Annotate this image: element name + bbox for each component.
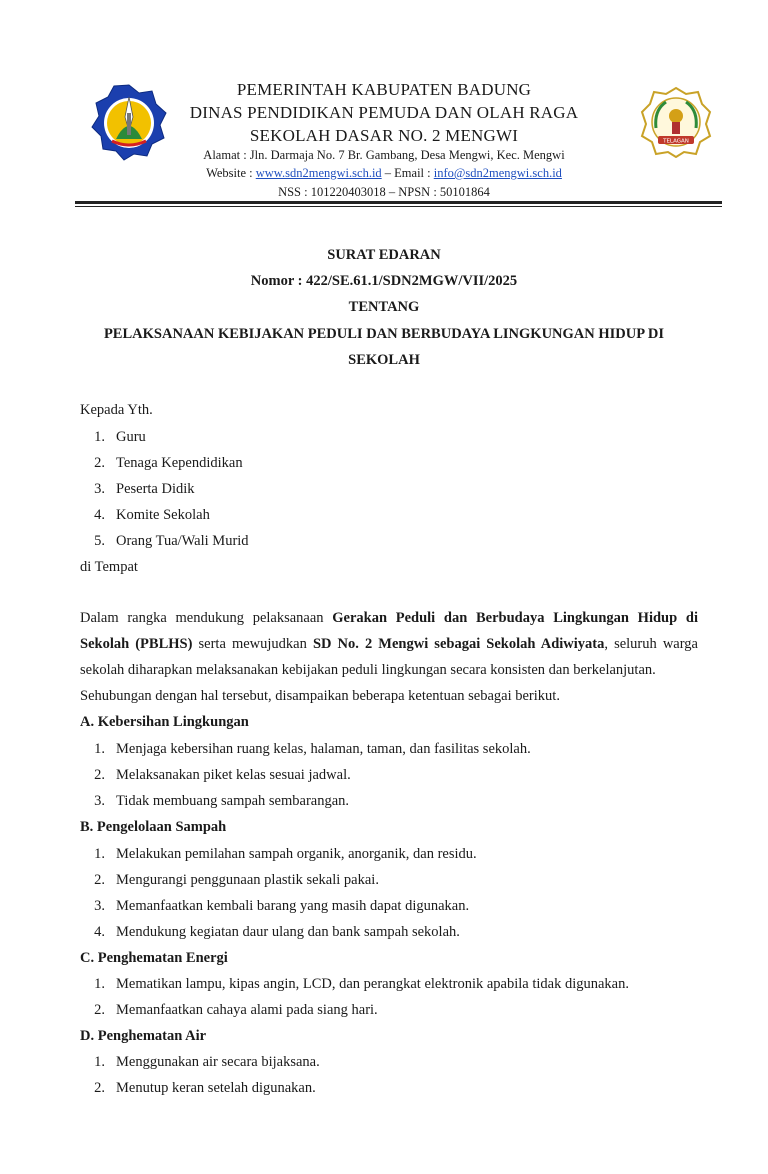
list-number: 2. [94,1080,105,1096]
letterhead-divider-thick [75,201,722,204]
letterhead-divider-thin [75,206,722,207]
kop-line-2: DINAS PENDIDIKAN PEMUDA DAN OLAH RAGA [189,103,579,122]
email-link[interactable]: info@sdn2mengwi.sch.id [433,166,562,180]
list-number: 2. [94,872,105,888]
list-number: 1. [94,429,105,445]
seal-ribbon-text: TELAGAN [663,138,689,145]
title-subject-line-1: PELAKSANAAN KEBIJAKAN PEDULI DAN BERBUDAYA LINGKUNGAN HIDUP DI [103,326,665,342]
list-number: 2. [94,767,105,783]
list-number: 2. [94,1002,105,1018]
website-label: Website : [206,166,256,180]
list-item: Memanfaatkan cahaya alami pada siang hari. [116,1002,378,1018]
title-surat-edaran: SURAT EDARAN [327,247,441,263]
list-item: Menutup keran setelah digunakan. [116,1080,316,1096]
list-number: 5. [94,533,105,549]
kop-line-3: SEKOLAH DASAR NO. 2 MENGWI [249,126,519,145]
addressee-greeting: Kepada Yth. [80,402,153,418]
list-number: 1. [94,846,105,862]
list-item: Melaksanakan piket kelas sesuai jadwal. [116,767,351,783]
list-item: Memanfaatkan kembali barang yang masih dapat digunakan. [116,898,470,914]
intro-line-1: Dalam rangka mendukung pelaksanaan Gerakan Peduli dan Berbudaya Lingkungan Hidup di [80,610,698,626]
addressee-item: Guru [116,429,146,445]
addressee-item: Peserta Didik [116,481,195,497]
list-number: 1. [94,741,105,757]
intro-line-3: sekolah diharapkan melaksanakan kebijakan peduli lingkungan secara konsisten dan berkelanjutan. [80,662,656,678]
intro-line-2: Sekolah (PBLHS) serta mewujudkan SD No. 2 Mengwi sebagai Sekolah Adiwiyata, seluruh warga [80,636,698,652]
kop-line-1: PEMERINTAH KABUPATEN BADUNG [236,80,532,99]
website-link[interactable]: www.sdn2mengwi.sch.id [255,166,382,180]
list-item: Mendukung kegiatan daur ulang dan bank sampah sekolah. [116,924,460,940]
list-number: 3. [94,481,105,497]
section-heading-a: A. Kebersihan Lingkungan [80,714,249,730]
list-number: 4. [94,507,105,523]
list-item: Mengurangi penggunaan plastik sekali pakai. [116,872,379,888]
title-subject-line-2: SEKOLAH [348,352,420,368]
kop-contact [0,166,768,181]
intro-line-4: Sehubungan dengan hal tersebut, disampaikan beberapa ketentuan sebagai berikut. [80,688,560,704]
title-tentang: TENTANG [348,299,420,315]
list-number: 3. [94,898,105,914]
kop-ids: NSS : 101220403018 – NPSN : 50101864 [278,185,490,199]
list-item: Mematikan lampu, kipas angin, LCD, dan perangkat elektronik apabila tidak digunakan. [116,976,629,992]
list-number: 2. [94,455,105,471]
addressee-item: Orang Tua/Wali Murid [116,533,249,549]
list-item: Menjaga kebersihan ruang kelas, halaman, taman, dan fasilitas sekolah. [116,741,531,757]
list-number: 1. [94,1054,105,1070]
addressee-place: di Tempat [80,559,138,575]
addressee-item: Tenaga Kependidikan [116,455,243,471]
list-number: 1. [94,976,105,992]
section-heading-d: D. Penghematan Air [80,1028,207,1044]
section-heading-c: C. Penghematan Energi [80,950,228,966]
section-heading-b: B. Pengelolaan Sampah [80,819,227,835]
addressee-item: Komite Sekolah [116,507,210,523]
list-number: 4. [94,924,105,940]
list-item: Tidak membuang sampah sembarangan. [116,793,350,809]
list-number: 3. [94,793,105,809]
list-item: Melakukan pemilahan sampah organik, anorganik, dan residu. [116,846,477,862]
list-item: Menggunakan air secara bijaksana. [116,1054,320,1070]
title-nomor: Nomor : 422/SE.61.1/SDN2MGW/VII/2025 [250,273,518,289]
email-label: – Email : [381,166,434,180]
kop-address: Alamat : Jln. Darmaja No. 7 Br. Gambang, Desa Mengwi, Kec. Mengwi [203,148,565,162]
